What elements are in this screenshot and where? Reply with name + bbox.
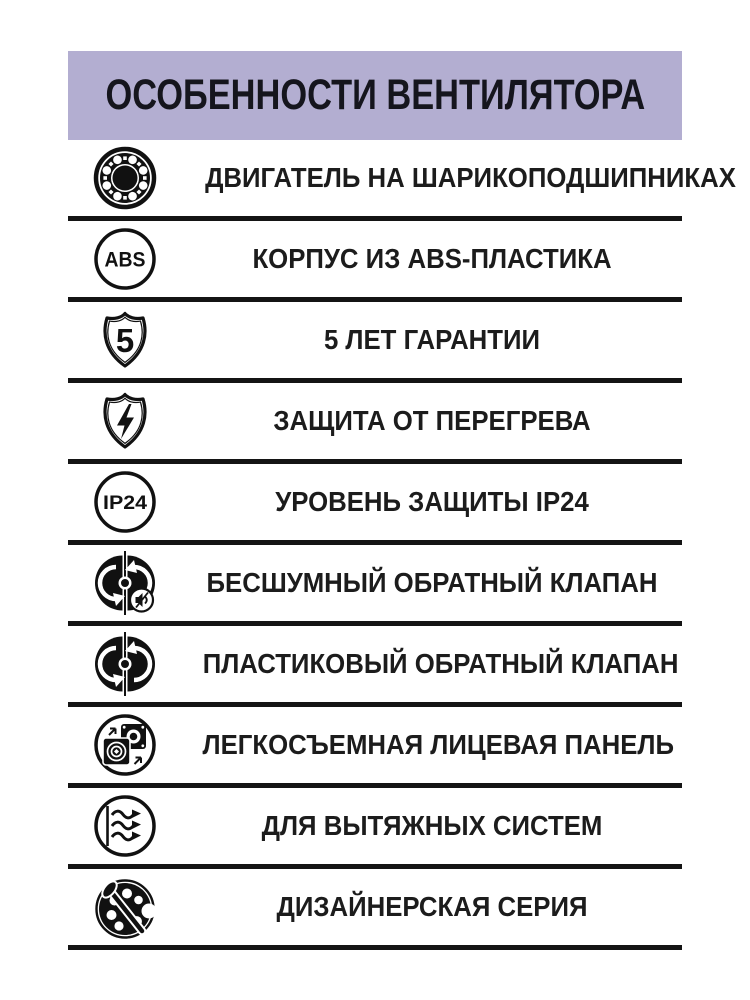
feature-label: ЛЕГКОСЪЕМНАЯ ЛИЦЕВАЯ ПАНЕЛЬ bbox=[202, 729, 674, 760]
feature-row bbox=[68, 464, 682, 545]
feature-label: УРОВЕНЬ ЗАЩИТЫ IP24 bbox=[275, 486, 589, 517]
page-title: ОСОБЕННОСТИ ВЕНТИЛЯТОРА bbox=[105, 71, 645, 119]
feature-label: БЕСШУМНЫЙ ОБРАТНЫЙ КЛАПАН bbox=[206, 567, 658, 598]
feature-row bbox=[68, 626, 682, 707]
feature-label: КОРПУС ИЗ ABS-ПЛАСТИКА bbox=[252, 243, 612, 274]
silent-check-valve-icon bbox=[68, 550, 182, 616]
removable-panel-icon bbox=[68, 712, 182, 778]
svg-text:5: 5 bbox=[115, 322, 135, 359]
header-banner bbox=[68, 51, 682, 140]
feature-row bbox=[68, 545, 682, 626]
shield-5-icon bbox=[68, 307, 182, 373]
feature-row bbox=[68, 707, 682, 788]
abs-circle-icon bbox=[68, 226, 182, 292]
feature-row bbox=[68, 140, 736, 221]
feature-label: ПЛАСТИКОВЫЙ ОБРАТНЫЙ КЛАПАН bbox=[202, 648, 679, 679]
svg-text:ABS: ABS bbox=[104, 248, 146, 272]
feature-label: 5 ЛЕТ ГАРАНТИИ bbox=[323, 324, 541, 355]
feature-row bbox=[68, 221, 682, 302]
feature-row bbox=[68, 869, 682, 950]
check-valve-icon bbox=[68, 631, 182, 697]
palette-brush-icon bbox=[68, 874, 182, 940]
feature-label: ДЛЯ ВЫТЯЖНЫХ СИСТЕМ bbox=[261, 810, 603, 841]
ip24-circle-icon bbox=[68, 469, 182, 535]
feature-label: ЗАЩИТА ОТ ПЕРЕГРЕВА bbox=[273, 405, 591, 436]
svg-text:IP24: IP24 bbox=[103, 493, 148, 514]
feature-label: ДВИГАТЕЛЬ НА ШАРИКОПОДШИПНИКАХ bbox=[205, 162, 736, 193]
ball-bearing-icon bbox=[68, 145, 182, 211]
feature-row bbox=[68, 788, 682, 869]
feature-row bbox=[68, 302, 682, 383]
feature-label: ДИЗАЙНЕРСКАЯ СЕРИЯ bbox=[276, 891, 588, 922]
feature-row bbox=[68, 383, 682, 464]
features-board bbox=[68, 51, 736, 950]
shield-lightning-icon bbox=[68, 388, 182, 454]
airflow-waves-icon bbox=[68, 793, 182, 859]
